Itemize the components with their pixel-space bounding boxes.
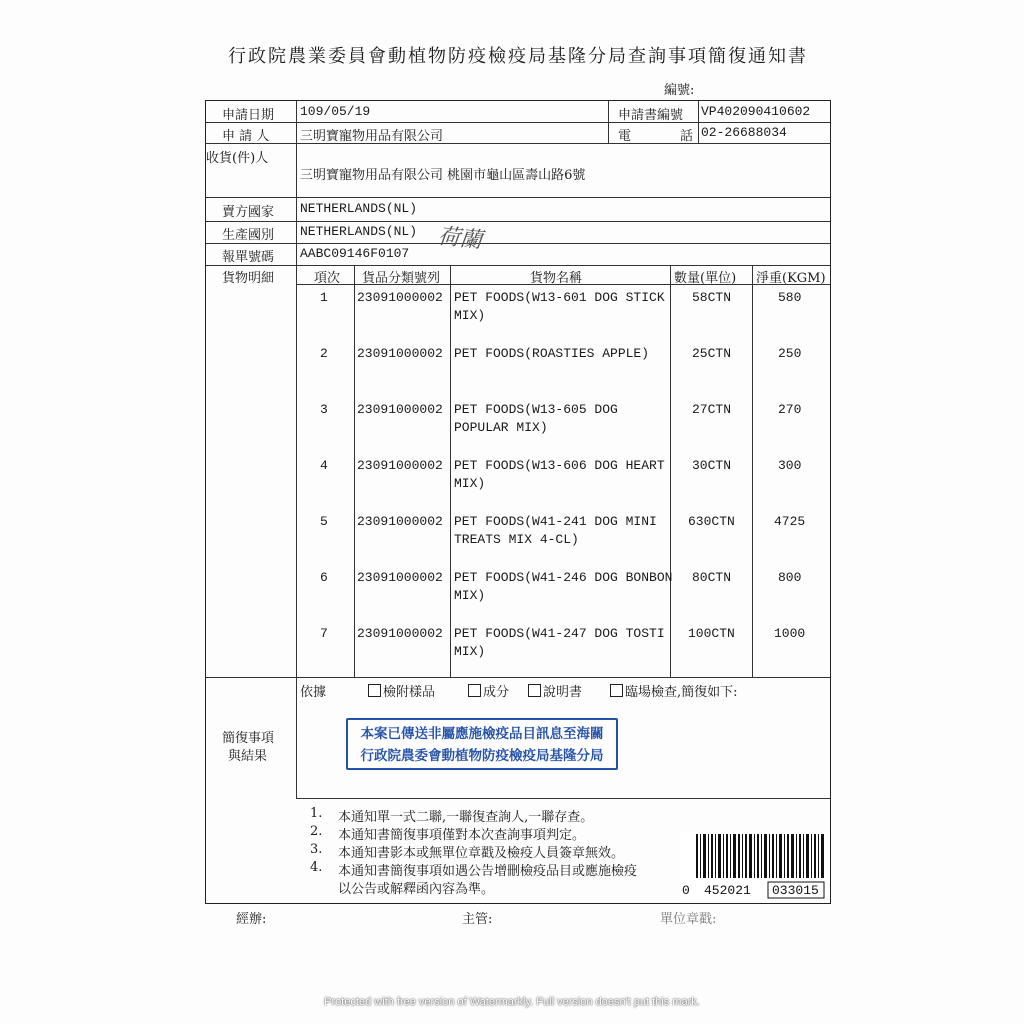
row-no: 3 — [320, 402, 328, 417]
goods-header-qty: 數量(單位) — [674, 271, 737, 286]
row-weight: 580 — [778, 290, 802, 305]
row-name-line2: MIX) — [454, 588, 486, 603]
note-number: 3. — [310, 842, 323, 857]
checkbox-manual-box — [528, 684, 541, 697]
apply-date-label: 申請日期 — [222, 108, 275, 123]
row-name-line2: POPULAR MIX) — [454, 420, 548, 435]
declaration-number-value: AABC09146F0107 — [300, 246, 410, 261]
checkbox-sample-box — [368, 684, 381, 697]
row-no: 5 — [320, 514, 328, 529]
stamp-line-1: 本案已傳送非屬應施檢疫品目訊息至海關 — [360, 726, 604, 742]
row-name-line2: MIX) — [454, 476, 486, 491]
row-code: 23091000002 — [357, 402, 443, 417]
consignee-value: 三明寶寵物用品有限公司 桃園市龜山區壽山路6號 — [300, 168, 586, 183]
note-text: 本通知書簡復事項如遇公告增刪檢疫品目或應施檢疫 — [338, 864, 638, 879]
row-code: 23091000002 — [357, 514, 443, 529]
reply-section-label-line2: 與結果 — [228, 749, 268, 764]
quarantine-stamp — [346, 718, 618, 770]
checkbox-onsite — [610, 681, 738, 700]
row-code: 23091000002 — [357, 626, 443, 641]
row-qty: 630CTN — [688, 514, 735, 529]
note-text: 以公告或解釋函內容為準。 — [338, 882, 495, 897]
unit-seal-label: 單位章戳: — [660, 912, 717, 927]
row-no: 6 — [320, 570, 328, 585]
row-name-line1: PET FOODS(ROASTIES APPLE) — [454, 346, 650, 361]
row-no: 7 — [320, 626, 328, 641]
apply-date-value: 109/05/19 — [300, 104, 371, 119]
barcode-digits-end: 033015 — [772, 883, 819, 898]
row-name-line2: TREATS MIX 4-CL) — [454, 532, 579, 547]
phone-label-second: 話 — [680, 129, 694, 144]
checkbox-manual — [528, 681, 582, 700]
checkbox-sample — [368, 681, 435, 700]
inquiry-form-table — [205, 100, 831, 904]
application-number-value: VP402090410602 — [701, 104, 811, 119]
checkbox-ingredient-label: 成分 — [483, 685, 510, 700]
stamp-line-2: 行政院農委會動植物防疫檢疫局基隆分局 — [360, 748, 604, 764]
goods-header-weight: 淨重(KGM) — [756, 271, 826, 286]
row-code: 23091000002 — [357, 458, 443, 473]
checkbox-ingredient — [468, 681, 509, 700]
row-weight: 270 — [778, 402, 802, 417]
row-name-line2: MIX) — [454, 644, 486, 659]
row-weight: 250 — [778, 346, 802, 361]
note-number: 2. — [310, 824, 323, 839]
row-name-line1: PET FOODS(W41-241 DOG MINI — [454, 514, 657, 529]
row-code: 23091000002 — [357, 570, 443, 585]
barcode — [680, 832, 830, 900]
row-code: 23091000002 — [357, 290, 443, 305]
note-text: 本通知書簡復事項僅對本次查詢事項判定。 — [338, 828, 586, 843]
seller-country-value: NETHERLANDS(NL) — [300, 201, 418, 216]
checkbox-sample-label: 檢附樣品 — [383, 685, 436, 700]
document-title: 行政院農業委員會動植物防疫檢疫局基隆分局查詢事項簡復通知書 — [228, 46, 808, 67]
row-weight: 1000 — [774, 626, 806, 641]
handwritten-annotation — [436, 218, 516, 262]
row-qty: 27CTN — [692, 402, 732, 417]
row-qty: 80CTN — [692, 570, 732, 585]
note-number: 1. — [310, 806, 323, 821]
row-weight: 4725 — [774, 514, 806, 529]
note-text: 本通知單一式二聯,一聯復查詢人,一聯存查。 — [338, 810, 594, 825]
row-weight: 800 — [778, 570, 802, 585]
row-qty: 30CTN — [692, 458, 732, 473]
origin-country-value: NETHERLANDS(NL) — [300, 224, 418, 239]
seller-country-label: 賣方國家 — [222, 205, 275, 220]
phone-value: 02-26688034 — [701, 125, 787, 140]
goods-header-no: 項次 — [314, 271, 341, 286]
reply-section-label-line1: 簡復事項 — [222, 731, 275, 746]
checkbox-onsite-box — [610, 684, 623, 697]
row-no: 2 — [320, 346, 328, 361]
phone-label-first: 電 — [618, 129, 632, 144]
checkbox-manual-label: 說明書 — [543, 685, 583, 700]
goods-header-name: 貨物名稱 — [530, 271, 583, 286]
row-no: 4 — [320, 458, 328, 473]
goods-section-label: 貨物明細 — [222, 271, 275, 286]
handwritten-text: 荷蘭 — [436, 224, 484, 254]
supervisor-signature-label: 主管: — [462, 912, 493, 927]
row-code: 23091000002 — [357, 346, 443, 361]
barcode-digits-middle: 452021 — [704, 883, 751, 898]
row-name-line1: PET FOODS(W13-606 DOG HEART — [454, 458, 665, 473]
origin-country-label: 生產國別 — [222, 228, 275, 243]
consignee-label: 收貨(件)人 — [206, 151, 269, 166]
applicant-label: 申 請 人 — [222, 129, 270, 144]
checkbox-onsite-label: 臨場檢查,簡復如下: — [625, 685, 738, 700]
row-name-line1: PET FOODS(W13-601 DOG STICK — [454, 290, 665, 305]
row-weight: 300 — [778, 458, 802, 473]
serial-number-label: 編號: — [664, 83, 695, 98]
watermark-text: Protected with free version of Watermarkly. Full version doesn't put this mark. — [324, 996, 700, 1008]
handler-signature-label: 經辦: — [236, 912, 267, 927]
row-name-line2: MIX) — [454, 308, 486, 323]
declaration-number-label: 報單號碼 — [222, 250, 275, 265]
row-no: 1 — [320, 290, 328, 305]
row-qty: 58CTN — [692, 290, 732, 305]
row-name-line1: PET FOODS(W41-247 DOG TOSTI — [454, 626, 665, 641]
applicant-value: 三明寶寵物用品有限公司 — [300, 129, 444, 144]
note-number: 4. — [310, 860, 323, 875]
row-qty: 25CTN — [692, 346, 732, 361]
note-text: 本通知書影本或無單位章戳及檢疫人員簽章無效。 — [338, 846, 625, 861]
row-qty: 100CTN — [688, 626, 735, 641]
row-name-line1: PET FOODS(W13-605 DOG — [454, 402, 618, 417]
goods-header-code: 貨品分類號列 — [362, 271, 441, 286]
row-name-line1: PET FOODS(W41-246 DOG BONBON — [454, 570, 673, 585]
application-number-label: 申請書編號 — [618, 108, 684, 123]
barcode-digit-prefix: 0 — [682, 883, 690, 898]
basis-label: 依據 — [300, 685, 327, 700]
checkbox-ingredient-box — [468, 684, 481, 697]
